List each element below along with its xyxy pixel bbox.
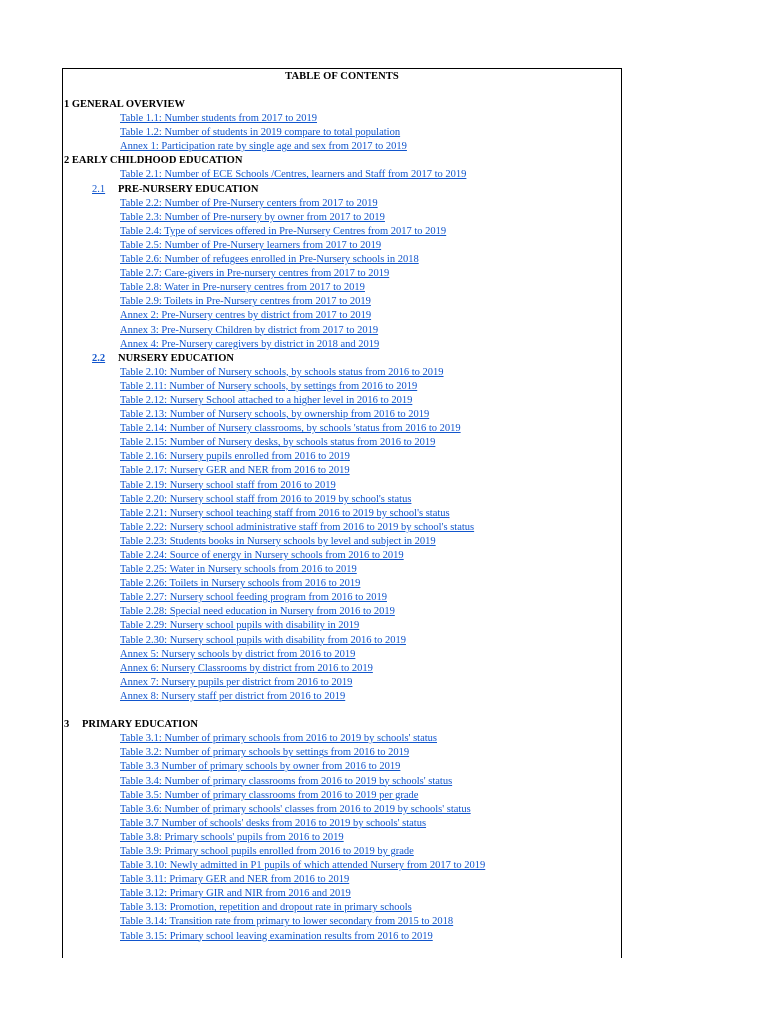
toc-entry-link[interactable]: Table 2.30: Nursery school pupils with disability from 2016 to 2019: [120, 634, 406, 646]
toc-entry-link[interactable]: Table 1.2: Number of students in 2019 compare to total population: [120, 127, 401, 139]
toc-spacer: [63, 704, 621, 718]
toc-entry: [63, 394, 621, 408]
toc-entry: [63, 436, 621, 450]
toc-entry: [63, 930, 621, 944]
toc-entry: [63, 324, 621, 338]
toc-entry: [63, 422, 621, 436]
toc-entry-link[interactable]: Annex 5: Nursery schools by district from 2016 to 2019: [120, 648, 356, 660]
toc-section-heading: [63, 718, 621, 732]
toc-entry-link[interactable]: Table 2.16: Nursery pupils enrolled from 2016 to 2019: [120, 451, 350, 463]
toc-entry: [63, 140, 621, 154]
toc-entry: [63, 338, 621, 352]
toc-entry-link[interactable]: Table 3.7 Number of schools' desks from 2016 to 2019 by schools' status: [120, 817, 427, 829]
toc-entry-link[interactable]: Table 2.2: Number of Pre-Nursery centers from 2017 to 2019: [120, 197, 378, 209]
toc-entry: [63, 168, 621, 182]
toc-entry: [63, 775, 621, 789]
toc-entry-link[interactable]: Table 3.12: Primary GIR and NIR from 2016 and 2019: [120, 888, 351, 900]
toc-entry-link[interactable]: Table 3.6: Number of primary schools' classes from 2016 to 2019 by schools' status: [120, 803, 471, 815]
toc-entry: [63, 676, 621, 690]
toc-entry: [63, 873, 621, 887]
toc-entry-link[interactable]: Annex 1: Participation rate by single age and sex from 2017 to 2019: [120, 141, 407, 153]
toc-entry-link[interactable]: Table 2.25: Water in Nursery schools from 2016 to 2019: [120, 564, 357, 576]
toc-entry: [63, 563, 621, 577]
toc-entry-link[interactable]: Table 2.12: Nursery School attached to a higher level in 2016 to 2019: [120, 394, 413, 406]
toc-entry-link[interactable]: Annex 2: Pre-Nursery centres by district from 2017 to 2019: [120, 310, 372, 322]
toc-entry-link[interactable]: Table 2.27: Nursery school feeding program from 2016 to 2019: [120, 592, 387, 604]
toc-entry: [63, 915, 621, 929]
toc-entry-link[interactable]: Table 2.8: Water in Pre-nursery centres from 2017 to 2019: [120, 282, 365, 294]
toc-entry-link[interactable]: Table 2.1: Number of ECE Schools /Centres, learners and Staff from 2017 to 2019: [120, 169, 467, 181]
toc-entry: [63, 225, 621, 239]
toc-entry: [63, 732, 621, 746]
toc-entry: [63, 126, 621, 140]
toc-subsection-link[interactable]: 2.1: [92, 183, 106, 195]
toc-entry-link[interactable]: Table 2.19: Nursery school staff from 2016 to 2019: [120, 479, 336, 491]
toc-entry-link[interactable]: Table 1.1: Number students from 2017 to 2019: [120, 113, 317, 125]
toc-entry: [63, 901, 621, 915]
toc-entry-link[interactable]: Table 2.21: Nursery school teaching staff from 2016 to 2019 by school's status: [120, 507, 450, 519]
toc-entry-link[interactable]: Table 2.3: Number of Pre-nursery by owner from 2017 to 2019: [120, 211, 385, 223]
toc-entry: [63, 450, 621, 464]
toc-subsection-link[interactable]: 2.2: [92, 352, 106, 364]
toc-entry: [63, 577, 621, 591]
toc-entry-link[interactable]: Table 2.22: Nursery school administrative staff from 2016 to 2019 by school's status: [120, 521, 475, 533]
toc-entry: [63, 267, 621, 281]
toc-entry: [63, 309, 621, 323]
toc-entry: [63, 634, 621, 648]
toc-entry-link[interactable]: Table 2.13: Number of Nursery schools, by ownership from 2016 to 2019: [120, 409, 430, 421]
toc-entry-link[interactable]: Table 2.23: Students books in Nursery schools by level and subject in 2019: [120, 535, 436, 547]
toc-section-label: PRIMARY EDUCATION: [82, 719, 199, 731]
toc-entry-link[interactable]: Table 3.9: Primary school pupils enrolled from 2016 to 2019 by grade: [120, 845, 414, 857]
toc-entry: [63, 521, 621, 535]
toc-entry-link[interactable]: Annex 4: Pre-Nursery caregivers by district in 2018 and 2019: [120, 338, 380, 350]
toc-entry-link[interactable]: Table 3.3 Number of primary schools by owner from 2016 to 2019: [120, 761, 401, 773]
toc-entry: [63, 380, 621, 394]
toc-entry-link[interactable]: Table 3.2: Number of primary schools by settings from 2016 to 2019: [120, 747, 410, 759]
toc-entry-link[interactable]: Annex 8: Nursery staff per district from 2016 to 2019: [120, 690, 346, 702]
toc-entry-link[interactable]: Table 2.29: Nursery school pupils with disability in 2019: [120, 620, 360, 632]
toc-entry: [63, 887, 621, 901]
toc-entry-link[interactable]: Annex 6: Nursery Classrooms by district from 2016 to 2019: [120, 662, 373, 674]
toc-subsection-label: PRE-NURSERY EDUCATION: [118, 183, 259, 195]
toc-entry-link[interactable]: Table 2.4: Type of services offered in Pre-Nursery Centres from 2017 to 2019: [120, 225, 447, 237]
toc-entry-link[interactable]: Table 2.7: Care-givers in Pre-nursery centres from 2017 to 2019: [120, 268, 390, 280]
toc-entry-link[interactable]: Table 3.13: Promotion, repetition and dropout rate in primary schools: [120, 902, 412, 914]
toc-entry-link[interactable]: Table 2.26: Toilets in Nursery schools from 2016 to 2019: [120, 578, 361, 590]
toc-list: [63, 98, 621, 944]
page-title: TABLE OF CONTENTS: [285, 71, 399, 82]
toc-entry: [63, 760, 621, 774]
toc-entry: [63, 479, 621, 493]
toc-page: [62, 68, 622, 958]
toc-entry: [63, 817, 621, 831]
toc-entry-link[interactable]: Table 2.28: Special need education in Nursery from 2016 to 2019: [120, 606, 395, 618]
toc-entry: [63, 648, 621, 662]
toc-entry: [63, 535, 621, 549]
toc-entry: [63, 112, 621, 126]
toc-entry: [63, 295, 621, 309]
toc-entry: [63, 239, 621, 253]
toc-entry: [63, 605, 621, 619]
toc-entry: [63, 690, 621, 704]
toc-entry: [63, 831, 621, 845]
toc-entry: [63, 549, 621, 563]
toc-entry-link[interactable]: Table 2.17: Nursery GER and NER from 2016 to 2019: [120, 465, 350, 477]
toc-entry-link[interactable]: Table 2.24: Source of energy in Nursery schools from 2016 to 2019: [120, 550, 404, 561]
toc-entry: [63, 408, 621, 422]
toc-entry-link[interactable]: Table 2.15: Number of Nursery desks, by schools status from 2016 to 2019: [120, 437, 436, 449]
toc-entry-link[interactable]: Table 2.11: Number of Nursery schools, by settings from 2016 to 2019: [120, 380, 418, 392]
toc-entry: [63, 253, 621, 267]
toc-entry: [63, 746, 621, 760]
toc-entry: [63, 859, 621, 873]
toc-entry: [63, 493, 621, 507]
toc-entry-link[interactable]: Table 2.10: Number of Nursery schools, by schools status from 2016 to 2019: [120, 366, 444, 378]
toc-entry: [63, 507, 621, 521]
toc-entry-link[interactable]: Table 2.5: Number of Pre-Nursery learners from 2017 to 2019: [120, 239, 382, 251]
toc-entry: [63, 591, 621, 605]
toc-entry: [63, 662, 621, 676]
toc-entry-link[interactable]: Table 3.15: Primary school leaving examination results from 2016 to 2019: [120, 930, 433, 942]
toc-entry-link[interactable]: Table 3.5: Number of primary classrooms from 2016 to 2019 per grade: [120, 789, 419, 801]
toc-entry-link[interactable]: Annex 7: Nursery pupils per district from 2016 to 2019: [120, 676, 353, 688]
toc-entry-link[interactable]: Annex 3: Pre-Nursery Children by district from 2017 to 2019: [120, 324, 379, 336]
toc-entry-link[interactable]: Table 3.11: Primary GER and NER from 2016 to 2019: [120, 874, 350, 886]
toc-entry-link[interactable]: Table 3.1: Number of primary schools from 2016 to 2019 by schools' status: [120, 733, 437, 745]
toc-section-number: 3: [64, 719, 70, 731]
toc-entry: [63, 845, 621, 859]
toc-entry-link[interactable]: Table 2.6: Number of refugees enrolled in Pre-Nursery schools in 2018: [120, 254, 419, 266]
toc-entry: [63, 211, 621, 225]
toc-subsection-heading: [63, 183, 621, 197]
toc-entry-link[interactable]: Table 3.14: Transition rate from primary to lower secondary from 2015 to 2018: [120, 916, 454, 928]
toc-section-heading: 2 EARLY CHILDHOOD EDUCATION: [64, 155, 243, 167]
toc-entry-link[interactable]: Table 2.20: Nursery school staff from 2016 to 2019 by school's status: [120, 493, 412, 505]
toc-entry: [63, 464, 621, 478]
toc-entry: [63, 803, 621, 817]
toc-entry-link[interactable]: Table 3.10: Newly admitted in P1 pupils of which attended Nursery from 2017 to 2019: [120, 860, 486, 872]
toc-entry: [63, 619, 621, 633]
toc-entry-link[interactable]: Table 3.8: Primary schools' pupils from 2016 to 2019: [120, 831, 344, 843]
toc-entry-link[interactable]: Table 2.14: Number of Nursery classrooms, by schools 'status from 2016 to 2019: [120, 423, 461, 435]
toc-subsection-heading: [63, 352, 621, 366]
toc-entry-link[interactable]: Table 2.9: Toilets in Pre-Nursery centres from 2017 to 2019: [120, 296, 371, 308]
toc-subsection-label: NURSERY EDUCATION: [118, 352, 235, 364]
toc-entry: [63, 197, 621, 211]
toc-entry-link[interactable]: Table 3.4: Number of primary classrooms from 2016 to 2019 by schools' status: [120, 775, 453, 787]
toc-entry: [63, 281, 621, 295]
toc-entry: [63, 366, 621, 380]
toc-entry: [63, 789, 621, 803]
toc-section-heading: 1 GENERAL OVERVIEW: [64, 99, 185, 110]
